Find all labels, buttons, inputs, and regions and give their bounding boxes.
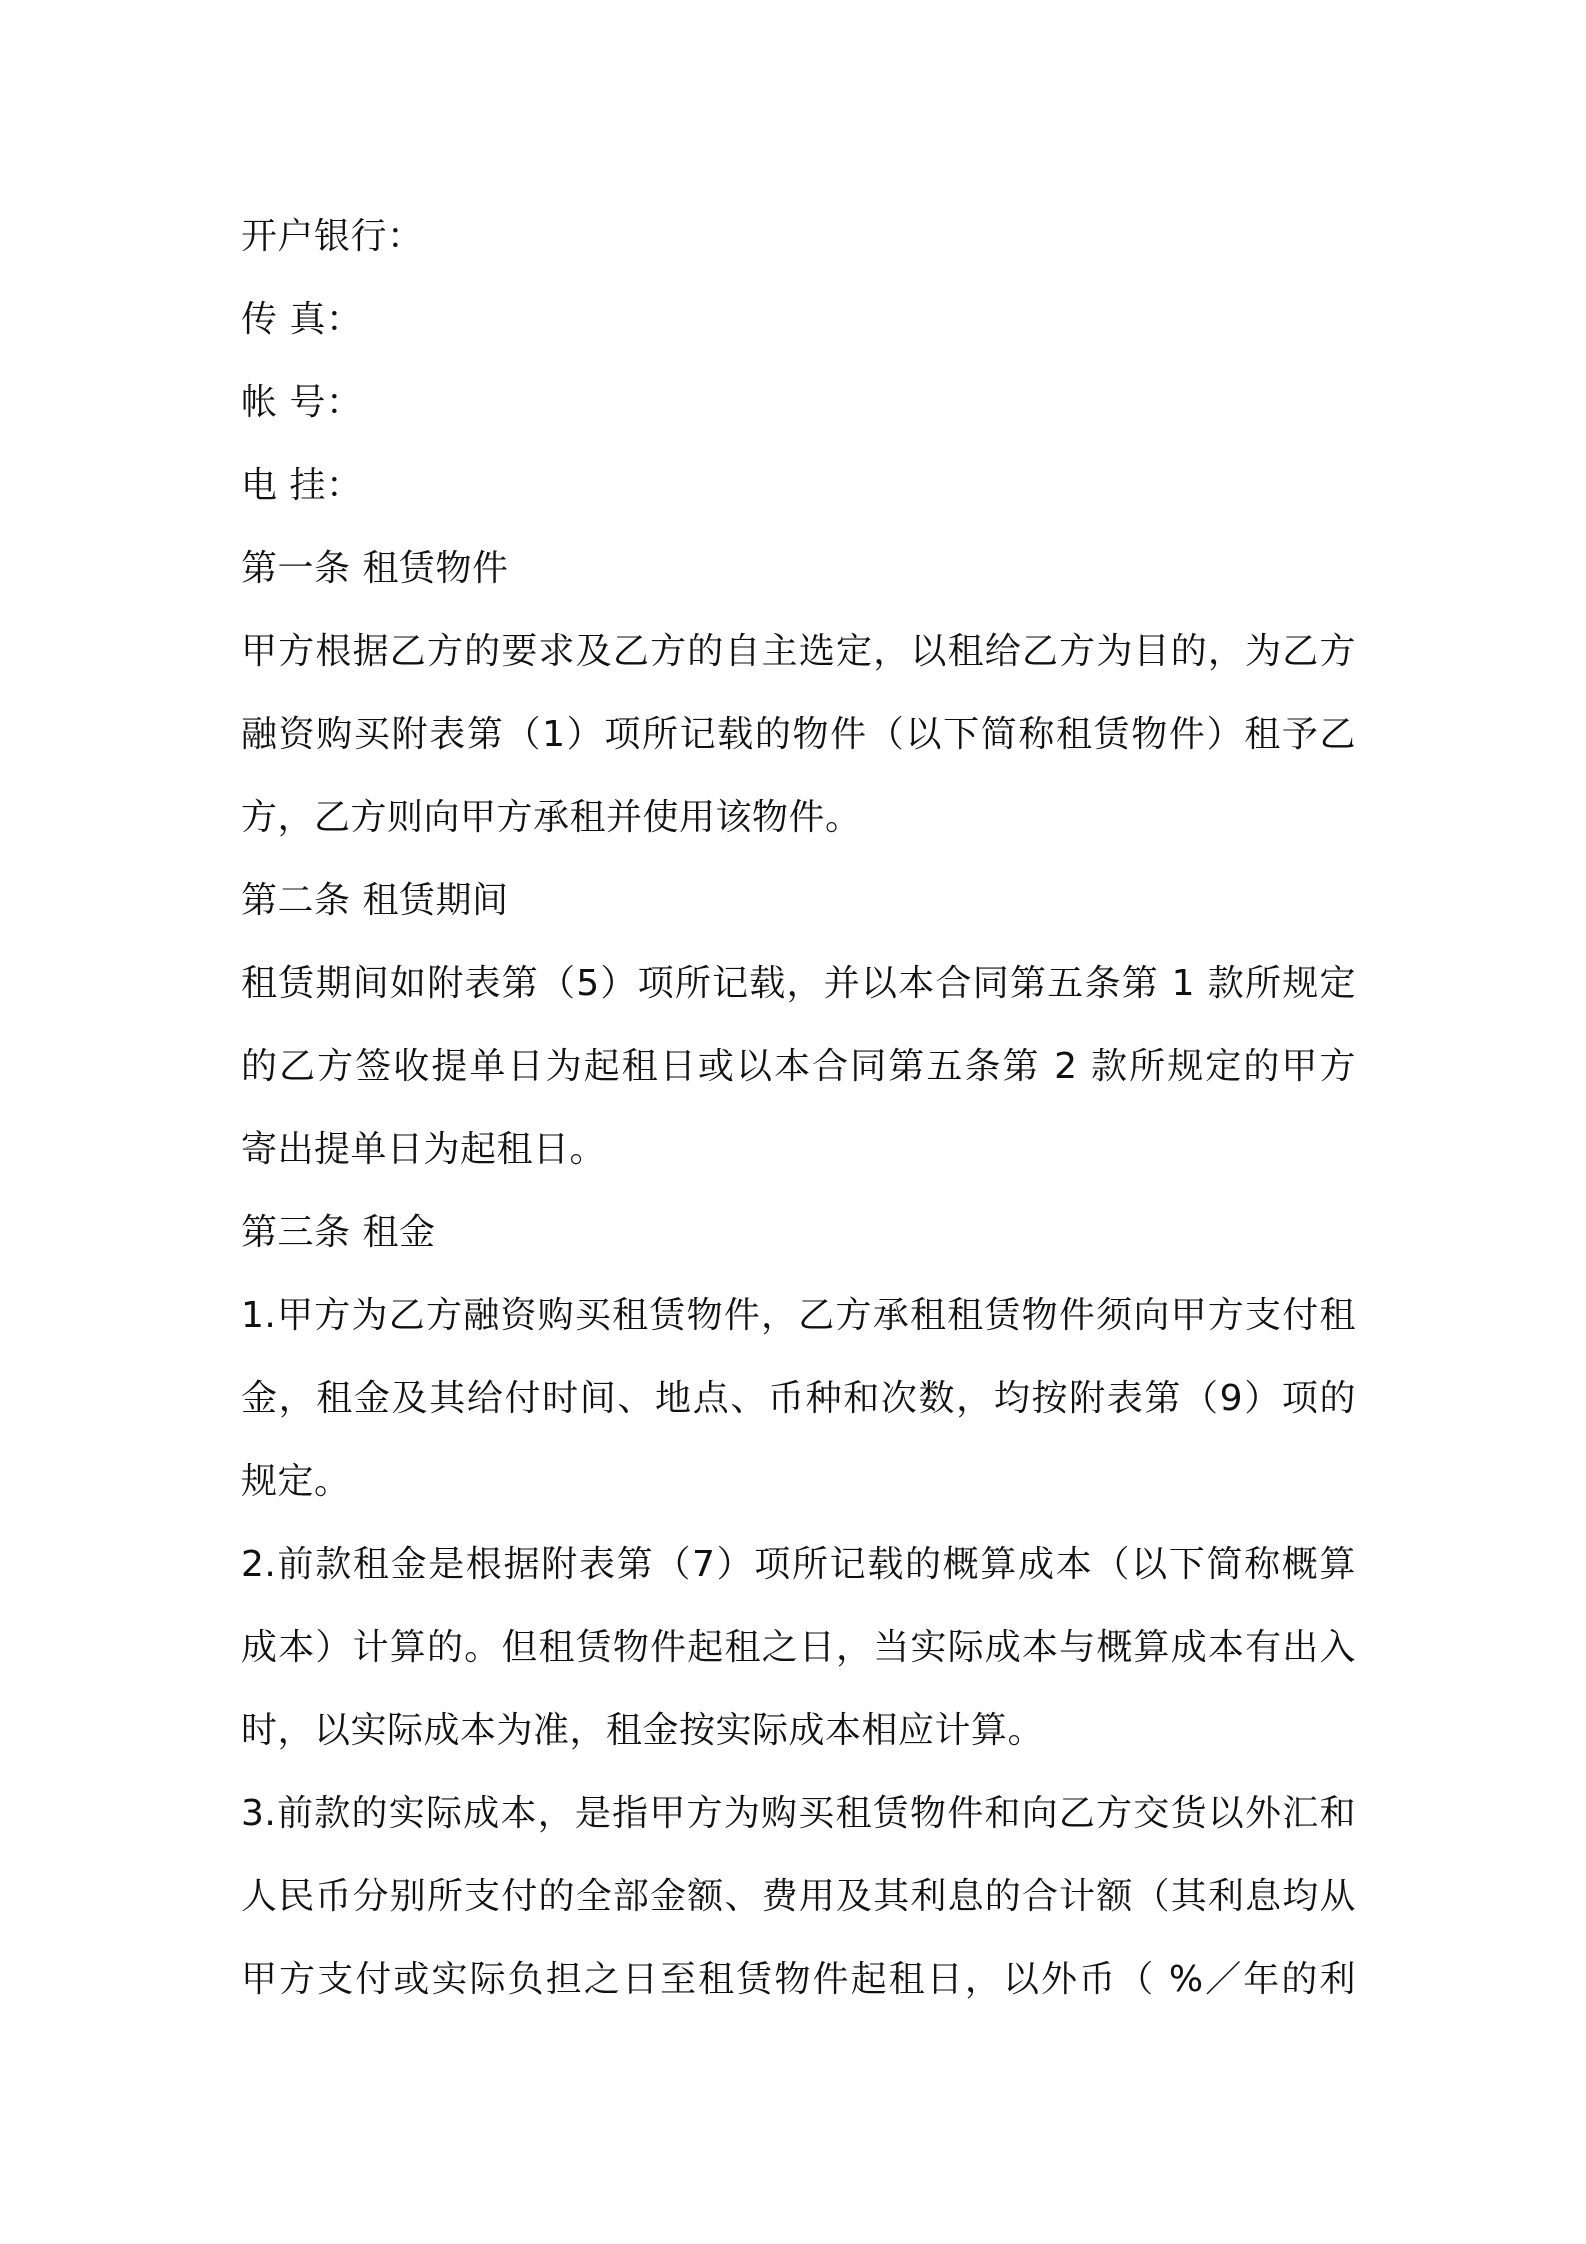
article-2-title: 第二条 租赁期间 (241, 880, 509, 921)
article-2-line: 的乙方签收提单日为起租日或以本合同第五条第 2 款所规定的甲方 (241, 1046, 1356, 1087)
article-1-line: 甲方根据乙方的要求及乙方的自主选定，以租给乙方为目的，为乙方 (241, 631, 1356, 672)
article-3-clause-3-line: 人民币分别所支付的全部金额、费用及其利息的合计额（其利息均从 (241, 1876, 1356, 1917)
article-3-clause-3-line: 3.前款的实际成本，是指甲方为购买租赁物件和向乙方交货以外汇和 (241, 1793, 1356, 1834)
article-3-clause-2-line: 成本）计算的。但租赁物件起租之日，当实际成本与概算成本有出入 (241, 1627, 1356, 1668)
field-account: 帐 号： (241, 382, 363, 423)
article-2-line: 寄出提单日为起租日。 (241, 1129, 607, 1170)
article-3-clause-3-line: 甲方支付或实际负担之日至租赁物件起租日，以外币（ %／年的利 (241, 1959, 1356, 2000)
article-2-line: 租赁期间如附表第（5）项所记载，并以本合同第五条第 1 款所规定 (241, 963, 1356, 1004)
field-bank: 开户银行： (241, 216, 424, 257)
document-body (241, 195, 1356, 2021)
field-telegraph: 电 挂： (241, 465, 363, 506)
field-fax: 传 真： (241, 299, 363, 340)
article-3-clause-2-line: 2.前款租金是根据附表第（7）项所记载的概算成本（以下简称概算 (241, 1544, 1356, 1585)
article-3-clause-1-line: 金，租金及其给付时间、地点、币种和次数，均按附表第（9）项的 (241, 1378, 1356, 1419)
article-1-title: 第一条 租赁物件 (241, 548, 509, 589)
article-3-clause-1-line: 规定。 (241, 1461, 351, 1502)
article-3-title: 第三条 租金 (241, 1212, 436, 1253)
article-3-clause-1-line: 1.甲方为乙方融资购买租赁物件，乙方承租租赁物件须向甲方支付租 (241, 1295, 1356, 1336)
article-1-line: 方，乙方则向甲方承租并使用该物件。 (241, 797, 862, 838)
article-3-clause-2-line: 时，以实际成本为准，租金按实际成本相应计算。 (241, 1710, 1045, 1751)
article-1-line: 融资购买附表第（1）项所记载的物件（以下简称租赁物件）租予乙 (241, 714, 1356, 755)
